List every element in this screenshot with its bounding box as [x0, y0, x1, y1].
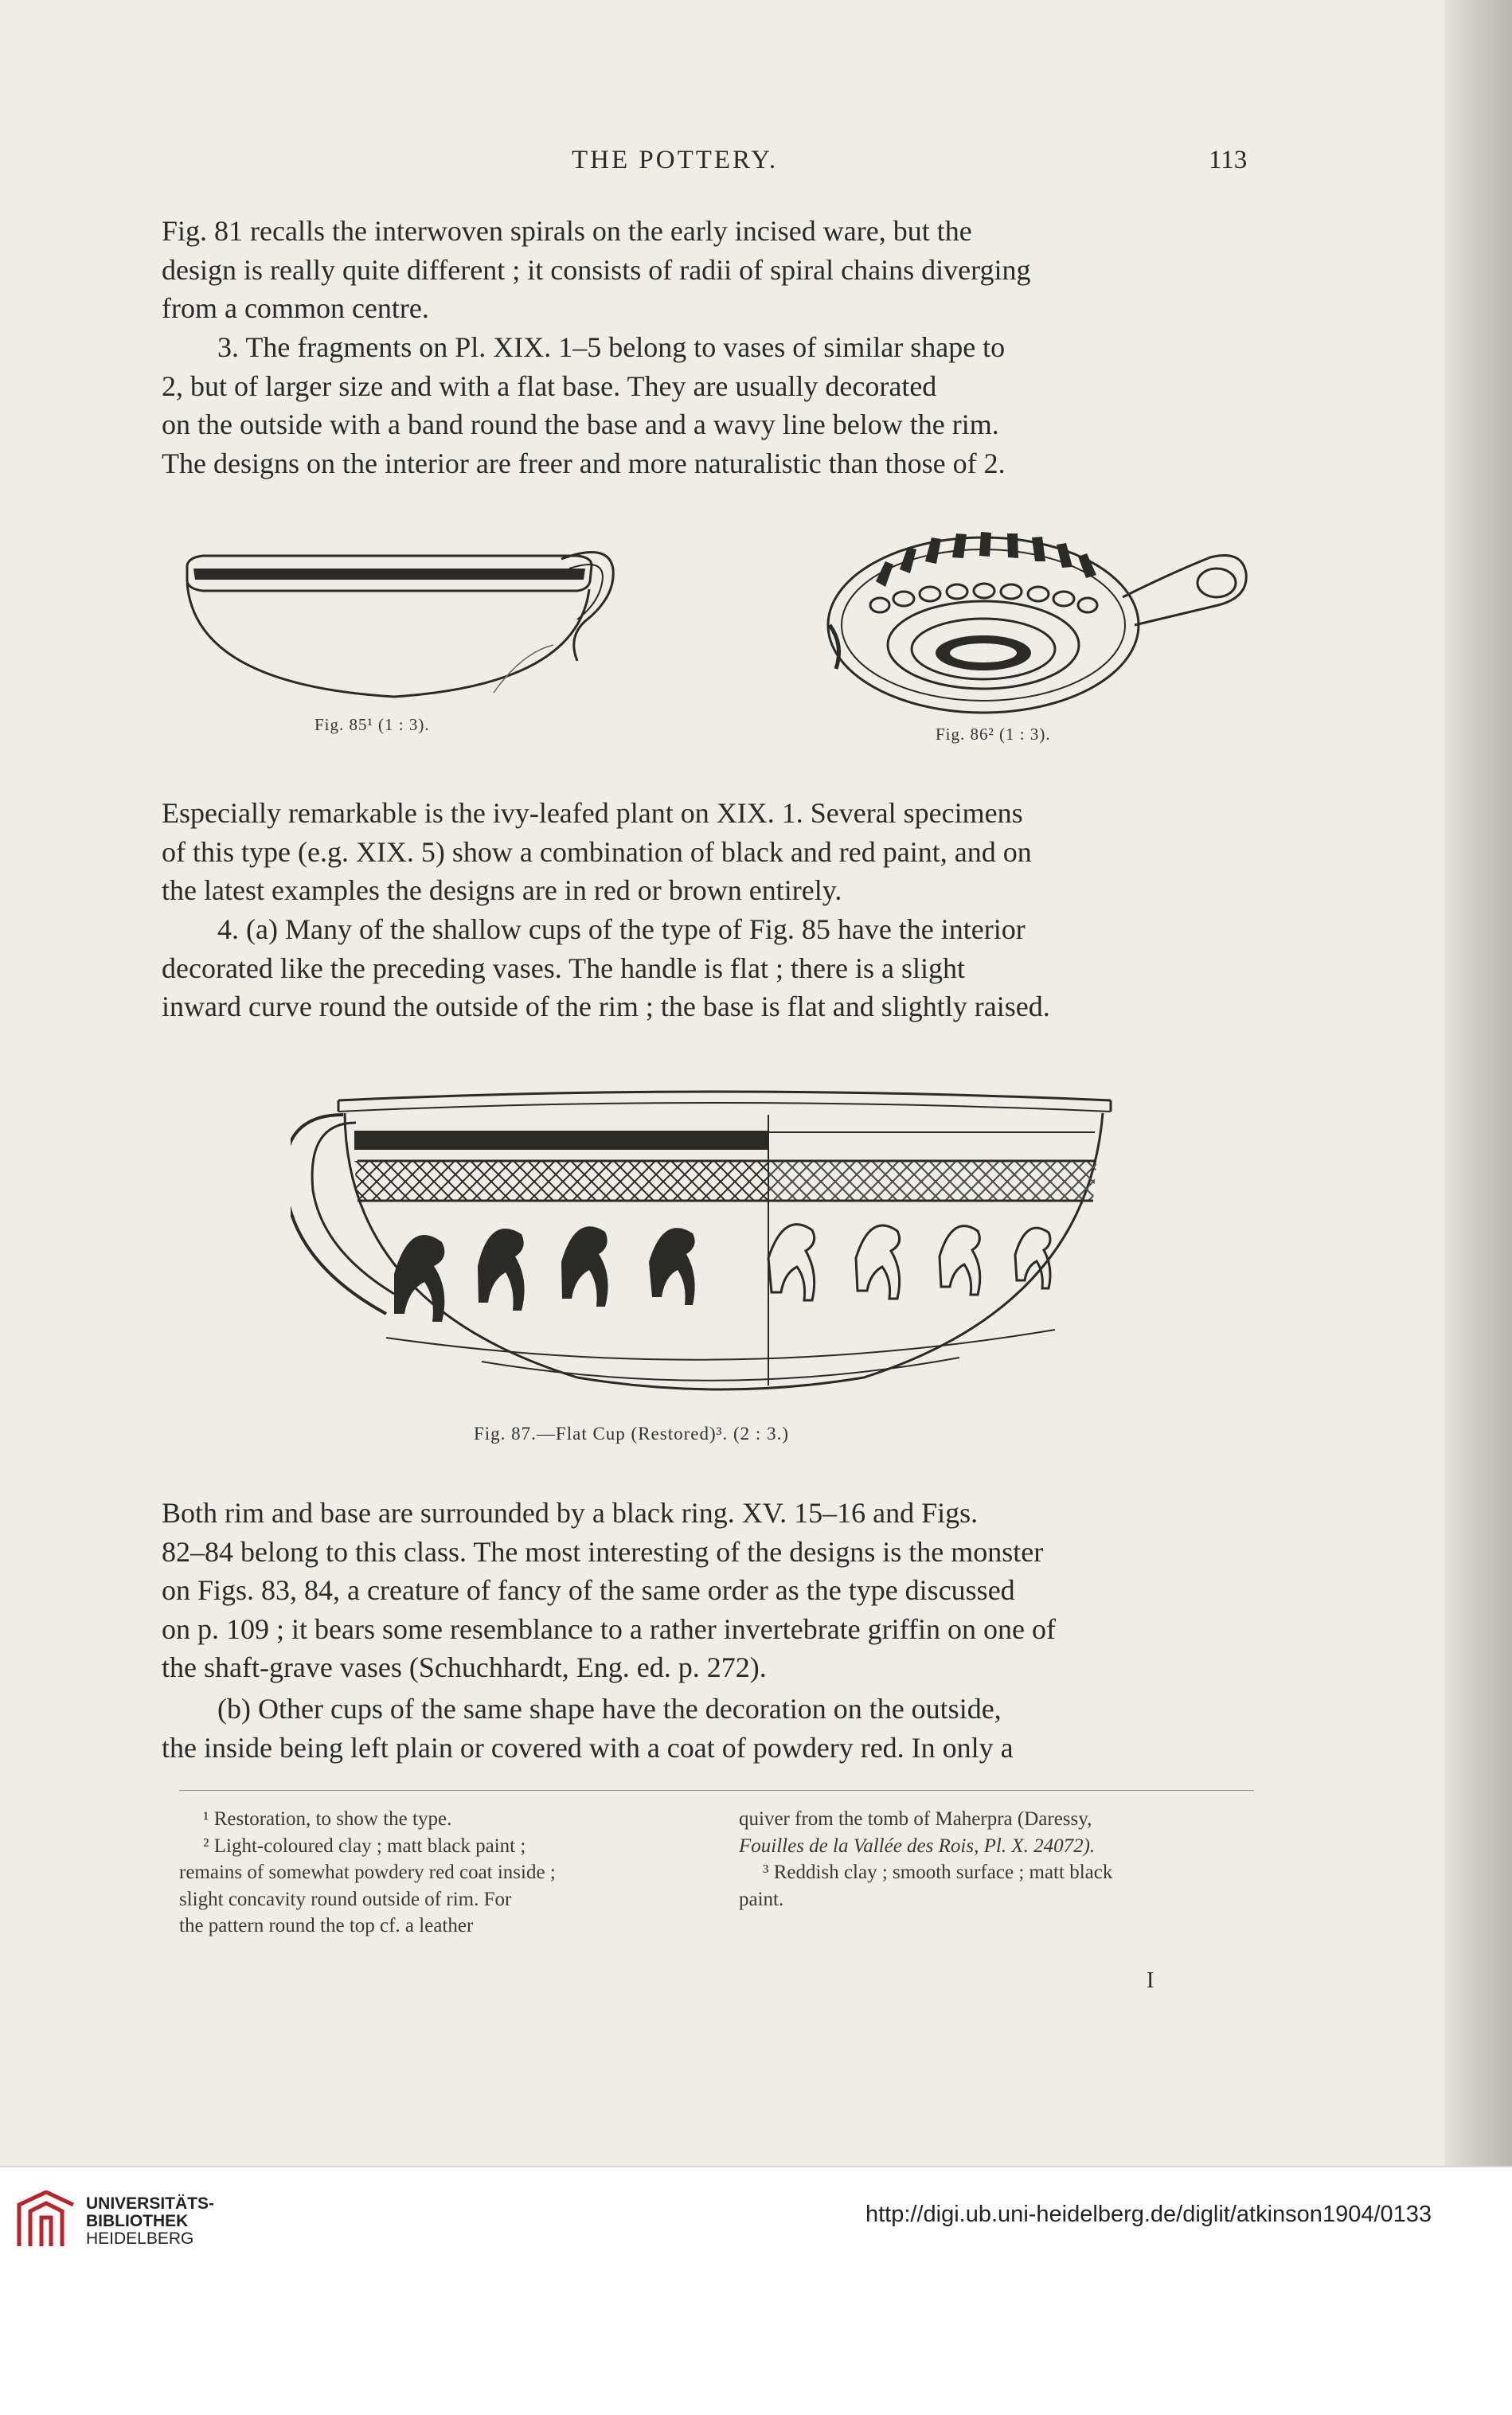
text-line: on Figs. 83, 84, a creature of fancy of the same order as the type discussed	[162, 1574, 1015, 1607]
paragraph-1	[162, 212, 1238, 328]
paragraph-3	[162, 794, 1238, 910]
text-line: the shaft-grave vases (Schuchhardt, Eng. ed. p. 272).	[162, 1651, 767, 1684]
footnote-line: paint.	[739, 1888, 784, 1910]
footnote-line: Fouilles de la Vallée des Rois, Pl. X. 24072).	[739, 1835, 1096, 1857]
footnote-line: quiver from the tomb of Maherpra (Daressy,	[739, 1808, 1092, 1830]
text-line: on the outside with a band round the base and a wavy line below the rim.	[162, 408, 999, 441]
footnote-line: slight concavity round outside of rim. For	[179, 1888, 512, 1910]
source-url-link[interactable]: http://digi.ub.uni-heidelberg.de/diglit/atkinson1904/0133	[865, 2202, 1432, 2227]
footnotes-right-column	[739, 1806, 1264, 1913]
footnote-line: remains of somewhat powdery red coat inside ;	[179, 1862, 556, 1883]
library-name-line: HEIDELBERG	[86, 2229, 194, 2248]
footnote-line: ² Light-coloured clay ; matt black paint ;	[203, 1835, 526, 1857]
figure-85-cup-drawing	[179, 533, 625, 725]
text-line: of this type (e.g. XIX. 5) show a combination of black and red paint, and on	[162, 835, 1032, 868]
text-line: The designs on the interior are freer and more naturalistic than those of 2.	[162, 447, 1006, 479]
figure-87-caption: Fig. 87.—Flat Cup (Restored)³. (2 : 3.)	[474, 1424, 789, 1444]
text-line: 4. (a) Many of the shallow cups of the type of Fig. 85 have the interior	[217, 913, 1026, 945]
paragraph-4	[162, 910, 1238, 1026]
footnote-line: ³ Reddish clay ; smooth surface ; matt black	[763, 1862, 1113, 1883]
text-line: on p. 109 ; it bears some resemblance to a rather invertebrate griffin on one of	[162, 1612, 1056, 1645]
figure-86-cup-drawing	[820, 526, 1258, 729]
text-line: decorated like the preceding vases. The handle is flat ; there is a slight	[162, 952, 965, 984]
text-line: Both rim and base are surrounded by a black ring. XV. 15–16 and Figs.	[162, 1497, 979, 1529]
library-logo-icon[interactable]	[14, 2190, 78, 2249]
library-name-line: BIBLIOTHEK	[86, 2212, 189, 2230]
paragraph-5	[162, 1494, 1238, 1687]
text-line: 3. The fragments on Pl. XIX. 1–5 belong to vases of similar shape to	[217, 331, 1006, 363]
text-line: design is really quite different ; it consists of radii of spiral chains diverging	[162, 253, 1031, 286]
text-line: 2, but of larger size and with a flat base. They are usually decorated	[162, 369, 937, 402]
paragraph-6	[162, 1690, 1238, 1767]
footnote-line: the pattern round the top cf. a leather	[179, 1915, 474, 1936]
text-line: Especially remarkable is the ivy-leafed plant on XIX. 1. Several specimens	[162, 797, 1023, 829]
library-name-line: UNIVERSITÄTS-	[86, 2194, 215, 2213]
footnote-rule	[179, 1790, 1254, 1791]
library-name[interactable]	[86, 2195, 214, 2248]
figure-87-flat-cup-drawing	[291, 1067, 1135, 1409]
signature-mark: I	[1147, 1968, 1155, 1993]
text-line: the inside being left plain or covered with a coat of powdery red. In only a	[162, 1731, 1014, 1764]
text-line: inward curve round the outside of the rim ; the base is flat and slightly raised.	[162, 991, 1050, 1023]
footer-divider	[0, 2166, 1512, 2167]
figure-86-caption: Fig. 86² (1 : 3).	[936, 725, 1051, 744]
text-line: the latest examples the designs are in red or brown entirely.	[162, 874, 842, 907]
text-line: 82–84 belong to this class. The most interesting of the designs is the monster	[162, 1535, 1044, 1568]
running-head: THE POTTERY.	[572, 146, 779, 174]
page-number: 113	[1209, 146, 1248, 174]
text-line: from a common centre.	[162, 292, 429, 325]
paragraph-2	[162, 328, 1238, 483]
text-line: (b) Other cups of the same shape have the decoration on the outside,	[217, 1693, 1002, 1725]
figure-85-caption: Fig. 85¹ (1 : 3).	[315, 715, 430, 734]
page-edge-shadow	[1445, 0, 1512, 2166]
footnotes-left-column	[179, 1806, 705, 1940]
text-line: Fig. 81 recalls the interwoven spirals on the early incised ware, but the	[162, 215, 972, 247]
footnote-line: ¹ Restoration, to show the type.	[203, 1808, 452, 1830]
